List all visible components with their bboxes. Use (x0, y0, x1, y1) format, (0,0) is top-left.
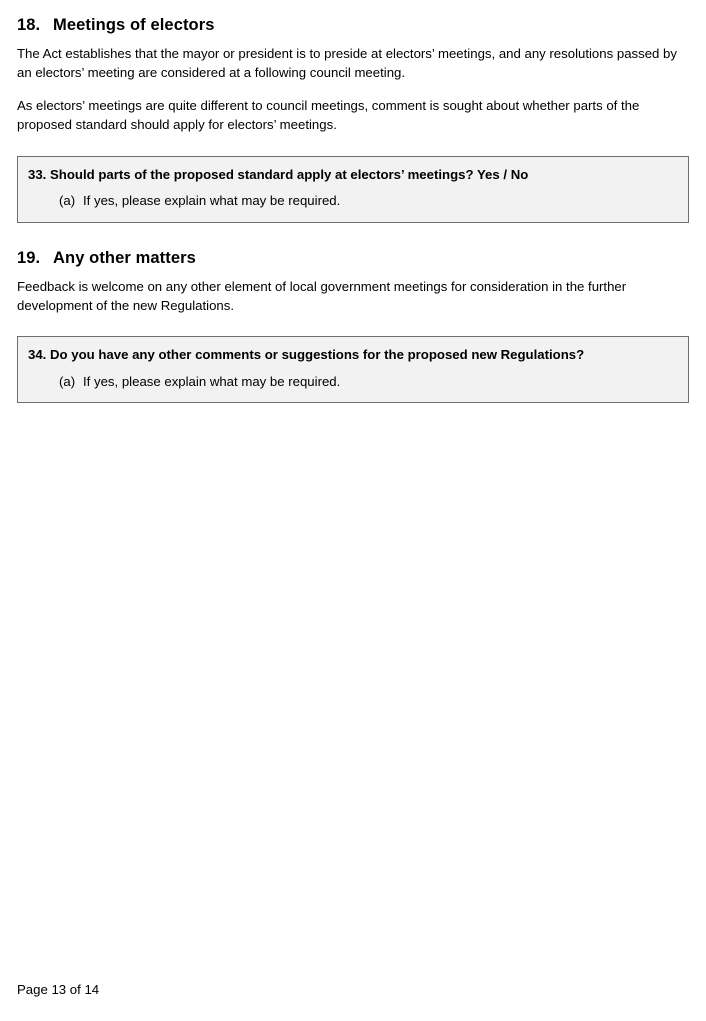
section-19-heading (17, 228, 689, 268)
page-footer: Page 13 of 14 (17, 982, 100, 997)
question-34-sub-label: (a) (59, 373, 76, 389)
section-18-paragraph-1: The Act establishes that the mayor or president is to preside at electors’ meetings, and any resolutions passed by an electors’ meeting are considered at a following council meeting. (17, 46, 677, 81)
section-19-title: Any other matters (53, 248, 196, 267)
section-19-paragraph-1: Feedback is welcome on any other element of local government meetings for consideration in the further development of the new Regulations. (17, 278, 627, 313)
section-18-heading (17, 0, 689, 35)
section-18-paragraph-2: As electors’ meetings are quite different to council meetings, comment is sought about whether parts of the proposed standard should apply for electors’ meetings. (17, 97, 640, 133)
question-34-sub-text: If yes, please explain what may be required. (83, 373, 341, 389)
question-33-sub-item (28, 192, 678, 210)
section-19-number: 19. (17, 248, 41, 267)
section-18-number: 18. (17, 16, 41, 34)
question-34-box (17, 336, 689, 403)
question-33-sub-label: (a) (59, 193, 76, 209)
question-33-box (17, 156, 689, 223)
section-18-title: Meetings of electors (53, 16, 215, 34)
question-33-sub-text: If yes, please explain what may be required. (83, 193, 341, 209)
question-34-title: 34. Do you have any other comments or suggestions for the proposed new Regulations? (28, 347, 585, 363)
question-33-title: 33. Should parts of the proposed standard apply at electors’ meetings? Yes / No (28, 166, 529, 182)
question-34-sub-item (28, 373, 678, 391)
